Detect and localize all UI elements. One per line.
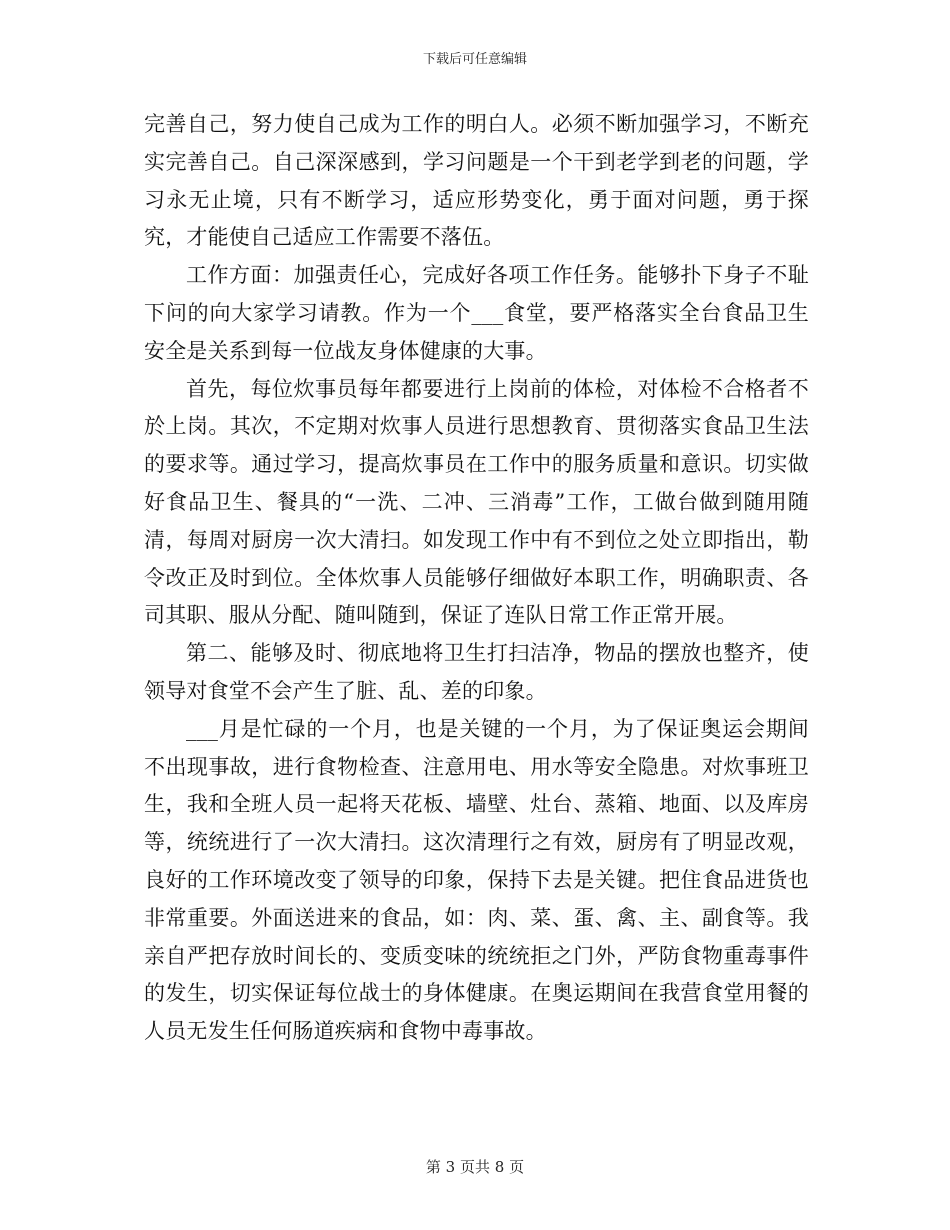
page-indicator: 第 3 页共 8 页 — [425, 1158, 525, 1176]
page-header — [0, 51, 950, 69]
document-body — [144, 106, 809, 1051]
paragraph-3: 首先，每位炊事员每年都要进行上岗前的体检，对体检不合格者不於上岗。其次，不定期对炊事人员进行思想教育、贯彻落实食品卫生法的要求等。通过学习，提高炊事员在工作中的服务质量和意识。切实做好食品卫生、餐具的“一洗、二冲、三消毒”工作，工做台做到随用随清，每周对厨房一次大清扫。如发现工作中有不到位之处立即指出，勒令改正及时到位。全体炊事人员能够仔细做好本职工作，明确职责、各司其职、服从分配、随叫随到，保证了连队日常工作正常开展。 — [144, 376, 809, 628]
paragraph-4: 第二、能够及时、彻底地将卫生打扫洁净，物品的摆放也整齐，使领导对食堂不会产生了脏、乱、差的印象。 — [144, 641, 809, 703]
paragraph-2: 工作方面：加强责任心，完成好各项工作任务。能够扑下身子不耻下问的向大家学习请教。作为一个___食堂，要严格落实全台食品卫生安全是关系到每一位战友身体健康的大事。 — [144, 263, 809, 363]
editable-note: 下载后可任意编辑 — [422, 52, 527, 67]
page-footer — [0, 1157, 950, 1177]
paragraph-5: ___月是忙碌的一个月，也是关键的一个月，为了保证奥运会期间不出现事故，进行食物检查、注意用电、用水等安全隐患。对炊事班卫生，我和全班人员一起将天花板、墙壁、灶台、蒸箱、地面、以及库房等，统统进行了一次大清扫。这次清理行之有效，厨房有了明显改观，良好的工作环境改变了领导的印象，保持下去是关键。把住食品进货也非常重要。外面送进来的食品，如：肉、菜、蛋、禽、主、副食等。我亲自严把存放时间长的、变质变味的统统拒之门外，严防食物重毒事件的发生，切实保证每位战士的身体健康。在奥运期间在我营食堂用餐的人员无发生任何肠道疾病和食物中毒事故。 — [144, 716, 809, 1044]
paragraph-1: 完善自己，努力使自己成为工作的明白人。必须不断加强学习，不断充实完善自己。自己深深感到，学习问题是一个干到老学到老的问题，学习永无止境，只有不断学习，适应形势变化，勇于面对问题，勇于探究，才能使自己适应工作需要不落伍。 — [144, 112, 809, 250]
